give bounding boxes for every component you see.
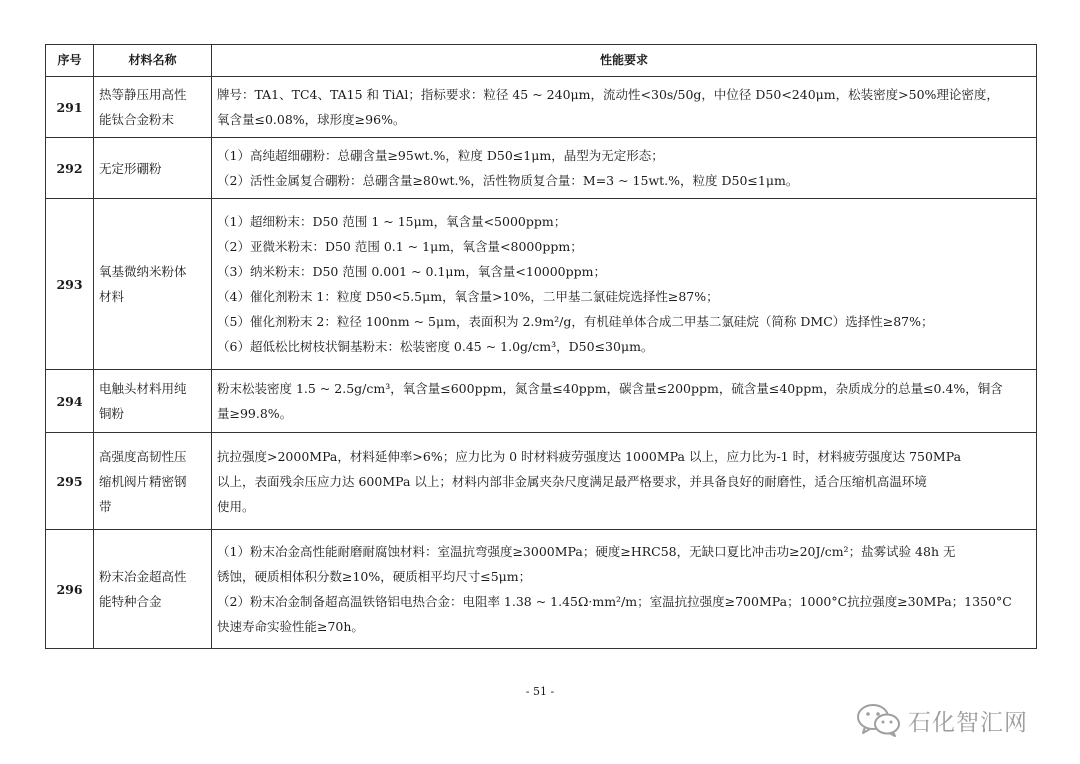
requirements: [212, 138, 1037, 199]
name-line: 高强度高韧性压: [99, 448, 187, 464]
material-name: [94, 138, 212, 199]
req-line: （2）亚微米粉末：D50 范围 0.1 ~ 1μm，氧含量<8000ppm；: [217, 239, 583, 254]
table-row: [46, 433, 1037, 530]
row-number: 295: [46, 433, 94, 530]
name-line: 能特种合金: [99, 594, 162, 609]
name-line: 氧基微纳米粉体: [99, 264, 187, 279]
requirements: [212, 433, 1037, 530]
name-line: 粉末冶金超高性: [99, 569, 187, 584]
table-row: [46, 77, 1037, 138]
table-row: [46, 530, 1037, 649]
name-line: 无定形硼粉: [99, 160, 162, 176]
material-name: [94, 433, 212, 530]
req-line: 以上，表面残余压应力达 600MPa 以上；材料内部非金属夹杂尺度满足最严格要求，并具备良好的耐磨性，适合压缩机高温环境: [217, 473, 927, 489]
header-requirements: 性能要求: [212, 45, 1037, 77]
watermark: [856, 700, 1028, 740]
row-number: 291: [46, 77, 94, 138]
name-line: 能钛合金粉末: [99, 112, 175, 127]
material-name: [94, 530, 212, 649]
material-name: [94, 77, 212, 138]
header-material-name: 材料名称: [94, 45, 212, 77]
table-row: [46, 199, 1037, 370]
requirements: [212, 199, 1037, 370]
name-line: 带: [99, 498, 112, 514]
table-header-row: [46, 45, 1037, 77]
name-line: 热等静压用高性: [99, 87, 187, 102]
req-line: 抗拉强度>2000MPa，材料延伸率>6%；应力比为 0 时材料疲劳强度达 1000MPa 以上，应力比为-1 时，材料疲劳强度达 750MPa: [217, 448, 962, 464]
req-line: 使用。: [217, 498, 255, 514]
requirements: [212, 530, 1037, 649]
req-line: （2）粉末冶金制备超高温铁铬铝电热合金：电阻率 1.38 ~ 1.45Ω·mm²/m；室温抗拉强度≥700MPa；1000°C抗拉强度≥30MPa；1350°C: [217, 594, 1012, 609]
name-line: 材料: [99, 289, 125, 304]
name-line: 缩机阀片精密钢: [99, 473, 187, 489]
req-line: （1）高纯超细硼粉：总硼含量≥95wt.%，粒度 D50≤1μm，晶型为无定形态；: [217, 148, 664, 163]
req-line: （3）纳米粉末：D50 范围 0.001 ~ 0.1μm，氧含量<10000ppm；: [217, 264, 606, 279]
req-line: （1）超细粉末：D50 范围 1 ~ 15μm，氧含量<5000ppm；: [217, 214, 567, 229]
requirements: [212, 77, 1037, 138]
watermark-text: 石化智汇网: [908, 709, 1028, 736]
row-number: 296: [46, 530, 94, 649]
name-line: 电触头材料用纯: [99, 381, 187, 396]
requirements: [212, 370, 1037, 433]
header-no: 序号: [46, 45, 94, 77]
row-number: 293: [46, 199, 94, 370]
req-line: （2）活性金属复合硼粉：总硼含量≥80wt.%，活性物质复合量：M=3 ~ 15wt.%，粒度 D50≤1μm。: [217, 173, 799, 188]
name-line: 铜粉: [99, 406, 125, 421]
req-line: 锈蚀，硬质相体积分数≥10%，硬质相平均尺寸≤5μm；: [217, 569, 532, 584]
material-name: [94, 370, 212, 433]
req-line: 粉末松装密度 1.5 ~ 2.5g/cm³，氧含量≤600ppm，氮含量≤40ppm，碳含量≤200ppm，硫含量≤40ppm，杂质成分的总量≤0.4%，铜含: [217, 381, 1003, 396]
spec-table: [45, 44, 1037, 649]
req-line: （6）超低松比树枝状铜基粉末：松装密度 0.45 ~ 1.0g/cm³，D50≤30μm。: [217, 339, 654, 354]
material-name: [94, 199, 212, 370]
req-line: （1）粉末冶金高性能耐磨耐腐蚀材料：室温抗弯强度≥3000MPa；硬度≥HRC58，无缺口夏比冲击功≥20J/cm²；盐雾试验 48h 无: [217, 544, 956, 559]
req-line: 快速寿命实验性能≥70h。: [217, 619, 364, 634]
page-number: - 51 -: [525, 685, 555, 698]
row-number: 294: [46, 370, 94, 433]
req-line: 量≥99.8%。: [217, 406, 293, 421]
row-number: 292: [46, 138, 94, 199]
req-line: （4）催化剂粉末 1：粒度 D50<5.5μm，氧含量>10%，二甲基二氯硅烷选择性≥87%；: [217, 289, 719, 304]
table-row: [46, 138, 1037, 199]
table-row: [46, 370, 1037, 433]
req-line: 氧含量≤0.08%，球形度≥96%。: [217, 112, 406, 127]
wechat-icon: [856, 703, 902, 737]
req-line: （5）催化剂粉末 2：粒径 100nm ~ 5μm，表面积为 2.9m²/g，有机硅单体合成二甲基二氯硅烷（简称 DMC）选择性≥87%；: [217, 314, 934, 329]
req-line: 牌号：TA1、TC4、TA15 和 TiAl；指标要求：粒径 45 ~ 240μm，流动性<30s/50g，中位径 D50<240μm，松装密度>50%理论密度，: [217, 87, 999, 102]
